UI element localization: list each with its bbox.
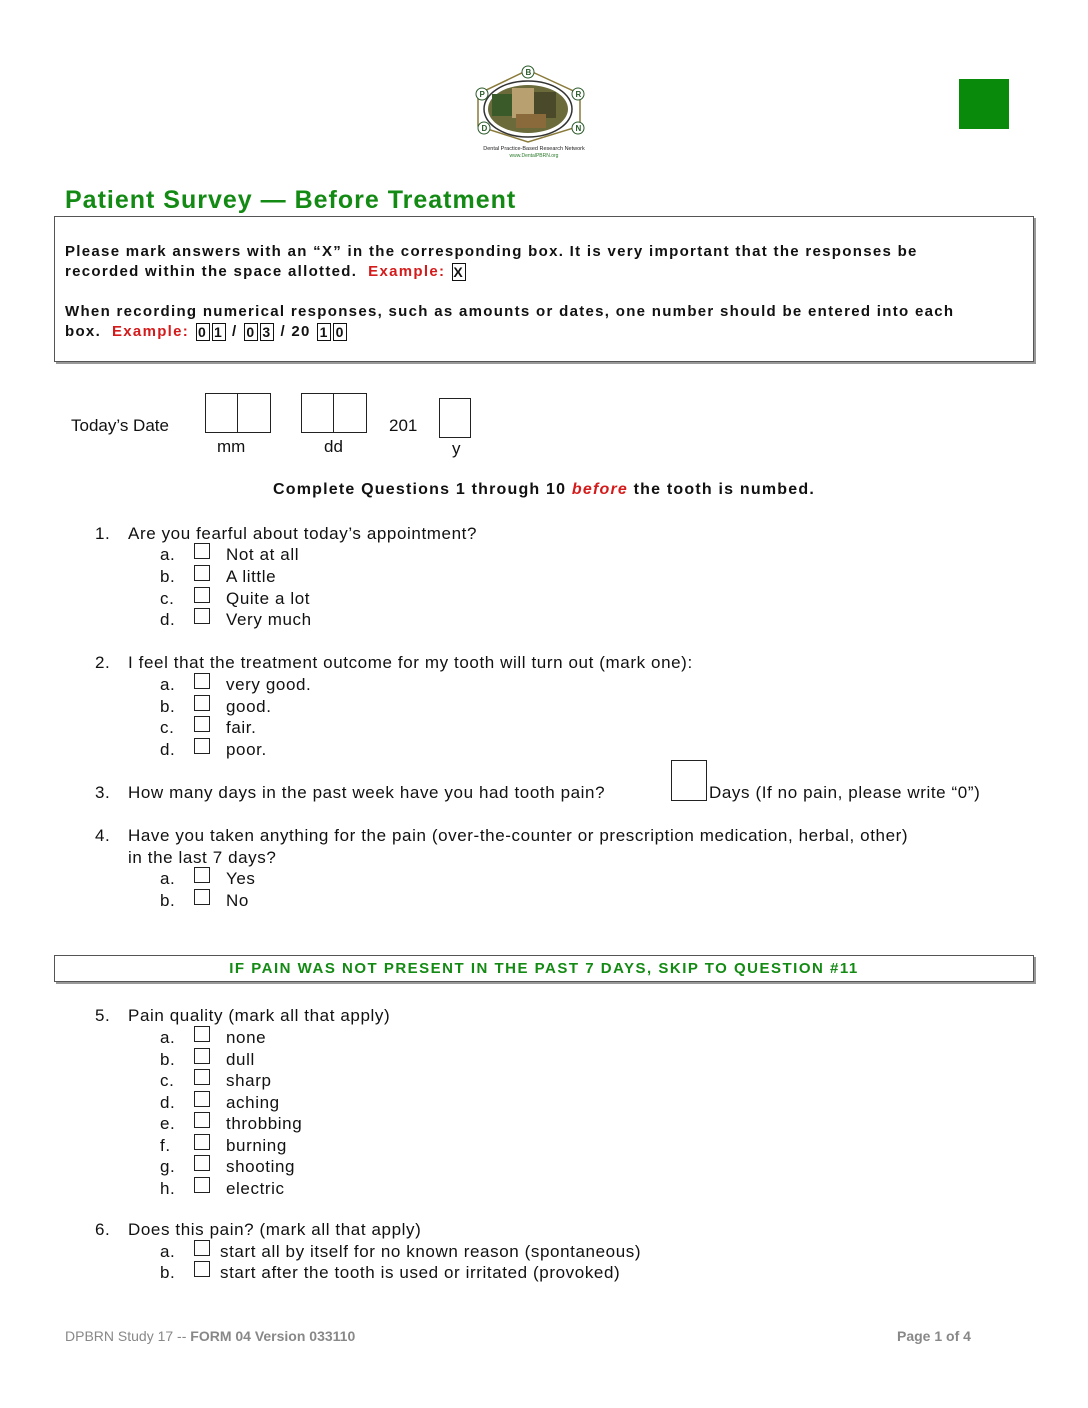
date-month-digit-2-box[interactable] bbox=[237, 393, 271, 433]
date-month-digit-1-box[interactable] bbox=[205, 393, 239, 433]
instructions-line-1: Please mark answers with an “X” in the corresponding box. It is very important that the responses be bbox=[65, 243, 918, 260]
q5-option-label: shooting bbox=[226, 1157, 296, 1176]
svg-text:P: P bbox=[479, 90, 485, 99]
q4-option-label: Yes bbox=[226, 869, 256, 888]
date-year-digit-box[interactable] bbox=[439, 398, 471, 438]
q4-checkbox-yes[interactable] bbox=[194, 867, 210, 883]
date-example-slash: / bbox=[232, 323, 238, 340]
q5-option-letter: d. bbox=[160, 1093, 176, 1112]
footer-form-version: FORM 04 Version 033110 bbox=[190, 1328, 356, 1344]
date-y-label: y bbox=[452, 439, 461, 458]
q5-option-letter: b. bbox=[160, 1050, 176, 1069]
q1-checkbox-d[interactable] bbox=[194, 608, 210, 624]
svg-text:B: B bbox=[525, 68, 532, 77]
footer-study: DPBRN Study 17 -- bbox=[65, 1328, 191, 1344]
q6-number: 6. bbox=[95, 1220, 111, 1239]
q5-option-letter: a. bbox=[160, 1028, 176, 1047]
q1-option-label: A little bbox=[226, 567, 277, 586]
q2-number: 2. bbox=[95, 653, 111, 672]
q6-checkbox-b[interactable] bbox=[194, 1261, 210, 1277]
q2-option-letter: a. bbox=[160, 675, 176, 694]
q6-option-letter: b. bbox=[160, 1263, 176, 1282]
complete-note-after: the tooth is numbed. bbox=[633, 481, 815, 498]
q2-checkbox-b[interactable] bbox=[194, 695, 210, 711]
date-example-digit: 1 bbox=[212, 323, 226, 341]
q6-option-label: start all by itself for no known reason (spontaneous) bbox=[220, 1242, 642, 1261]
instructions-line-2-text: recorded within the space allotted. bbox=[65, 263, 358, 280]
logo-caption: Dental Practice-Based Research Network bbox=[483, 146, 585, 152]
q2-text: I feel that the treatment outcome for my tooth will turn out (mark one): bbox=[128, 653, 693, 672]
q2-option-letter: b. bbox=[160, 697, 176, 716]
q3-number: 3. bbox=[95, 783, 111, 802]
date-dd-label: dd bbox=[324, 437, 343, 456]
q5-option-label: aching bbox=[226, 1093, 280, 1112]
instructions-line-2 bbox=[65, 262, 467, 282]
q5-checkbox[interactable] bbox=[194, 1155, 210, 1171]
logo-url: www.DentalPBRN.org bbox=[509, 153, 559, 159]
q5-checkbox[interactable] bbox=[194, 1177, 210, 1193]
q5-option-label: throbbing bbox=[226, 1114, 303, 1133]
q4-option-letter: b. bbox=[160, 891, 176, 910]
q4-text-line-2: in the last 7 days? bbox=[128, 848, 277, 867]
complete-questions-note bbox=[0, 481, 1088, 499]
date-example-century: 20 bbox=[291, 323, 311, 340]
q1-option-letter: c. bbox=[160, 589, 175, 608]
date-example-digit: 1 bbox=[317, 323, 331, 341]
q5-option-letter: g. bbox=[160, 1157, 176, 1176]
q4-option-letter: a. bbox=[160, 869, 176, 888]
complete-note-emphasis: before bbox=[571, 481, 628, 498]
q6-checkbox-a[interactable] bbox=[194, 1240, 210, 1256]
q5-checkbox[interactable] bbox=[194, 1091, 210, 1107]
q5-text: Pain quality (mark all that apply) bbox=[128, 1006, 391, 1025]
q1-option-label: Not at all bbox=[226, 545, 300, 564]
q5-option-label: dull bbox=[226, 1050, 255, 1069]
q5-number: 5. bbox=[95, 1006, 111, 1025]
complete-note-before: Complete Questions 1 through 10 bbox=[273, 481, 567, 498]
q2-checkbox-a[interactable] bbox=[194, 673, 210, 689]
date-example-digit: 3 bbox=[260, 323, 274, 341]
q5-option-letter: f. bbox=[160, 1136, 171, 1155]
q1-checkbox-c[interactable] bbox=[194, 587, 210, 603]
q1-text: Are you fearful about today’s appointment? bbox=[128, 524, 478, 543]
example-x-box: X bbox=[453, 264, 465, 281]
q5-option-label: burning bbox=[226, 1136, 287, 1155]
q4-number: 4. bbox=[95, 826, 111, 845]
q2-option-letter: d. bbox=[160, 740, 176, 759]
q5-checkbox[interactable] bbox=[194, 1112, 210, 1128]
q2-option-label: fair. bbox=[226, 718, 257, 737]
footer-page-number: Page 1 of 4 bbox=[897, 1328, 971, 1344]
q6-option-letter: a. bbox=[160, 1242, 176, 1261]
date-example-slash: / bbox=[280, 323, 286, 340]
date-mm-label: mm bbox=[217, 437, 246, 456]
q5-option-letter: h. bbox=[160, 1179, 176, 1198]
instructions-line-4 bbox=[65, 322, 348, 342]
q6-text: Does this pain? (mark all that apply) bbox=[128, 1220, 422, 1239]
instructions-box bbox=[54, 216, 1034, 362]
q4-option-label: No bbox=[226, 891, 249, 910]
q3-days-input-box[interactable] bbox=[671, 760, 707, 801]
instructions-line-4-text: box. bbox=[65, 323, 102, 340]
svg-text:N: N bbox=[575, 124, 582, 133]
q2-option-letter: c. bbox=[160, 718, 175, 737]
q1-checkbox-b[interactable] bbox=[194, 565, 210, 581]
q2-option-label: good. bbox=[226, 697, 272, 716]
q5-option-label: electric bbox=[226, 1179, 285, 1198]
q1-option-letter: b. bbox=[160, 567, 176, 586]
skip-notice-text: IF PAIN WAS NOT PRESENT IN THE PAST 7 DAYS, SKIP TO QUESTION #11 bbox=[229, 960, 859, 977]
q2-checkbox-d[interactable] bbox=[194, 738, 210, 754]
todays-date-label: Today’s Date bbox=[71, 416, 169, 435]
date-example-digit: 0 bbox=[244, 323, 258, 341]
date-example-digit: 0 bbox=[333, 323, 347, 341]
date-example-digit: 0 bbox=[196, 323, 210, 341]
q5-checkbox[interactable] bbox=[194, 1134, 210, 1150]
q2-checkbox-c[interactable] bbox=[194, 716, 210, 732]
q5-option-letter: e. bbox=[160, 1114, 176, 1133]
q1-option-label: Very much bbox=[226, 610, 312, 629]
q5-option-letter: c. bbox=[160, 1071, 175, 1090]
svg-text:R: R bbox=[575, 90, 582, 99]
q1-option-label: Quite a lot bbox=[226, 589, 311, 608]
q1-option-letter: d. bbox=[160, 610, 176, 629]
q1-checkbox-a[interactable] bbox=[194, 543, 210, 559]
q4-text-line-1: Have you taken anything for the pain (over-the-counter or prescription medication, herbal, other) bbox=[128, 826, 909, 845]
q5-option-label: none bbox=[226, 1028, 267, 1047]
dpbrn-logo bbox=[470, 64, 598, 162]
date-day-digit-1-box[interactable] bbox=[301, 393, 335, 433]
q5-checkbox[interactable] bbox=[194, 1026, 210, 1042]
q4-checkbox-no[interactable] bbox=[194, 889, 210, 905]
q3-suffix: Days (If no pain, please write “0”) bbox=[709, 783, 981, 802]
q1-number: 1. bbox=[95, 524, 111, 543]
example-label: Example: bbox=[368, 263, 446, 280]
q6-option-label: start after the tooth is used or irritated (provoked) bbox=[220, 1263, 621, 1282]
date-year-prefix: 201 bbox=[389, 416, 418, 435]
q5-checkbox[interactable] bbox=[194, 1048, 210, 1064]
q5-checkbox[interactable] bbox=[194, 1069, 210, 1085]
q3-text: How many days in the past week have you had tooth pain? bbox=[128, 783, 606, 802]
footer-form-id bbox=[65, 1328, 355, 1344]
green-marker-square bbox=[959, 79, 1009, 129]
svg-text:D: D bbox=[481, 124, 488, 133]
skip-notice-box bbox=[54, 955, 1034, 982]
page-title: Patient Survey — Before Treatment bbox=[65, 186, 517, 214]
q5-option-label: sharp bbox=[226, 1071, 272, 1090]
instructions-line-3: When recording numerical responses, such as amounts or dates, one number should be entered into each bbox=[65, 303, 955, 320]
example-label-2: Example: bbox=[111, 323, 190, 340]
q2-option-label: poor. bbox=[226, 740, 267, 759]
q2-option-label: very good. bbox=[226, 675, 312, 694]
date-day-digit-2-box[interactable] bbox=[333, 393, 367, 433]
q1-option-letter: a. bbox=[160, 545, 176, 564]
